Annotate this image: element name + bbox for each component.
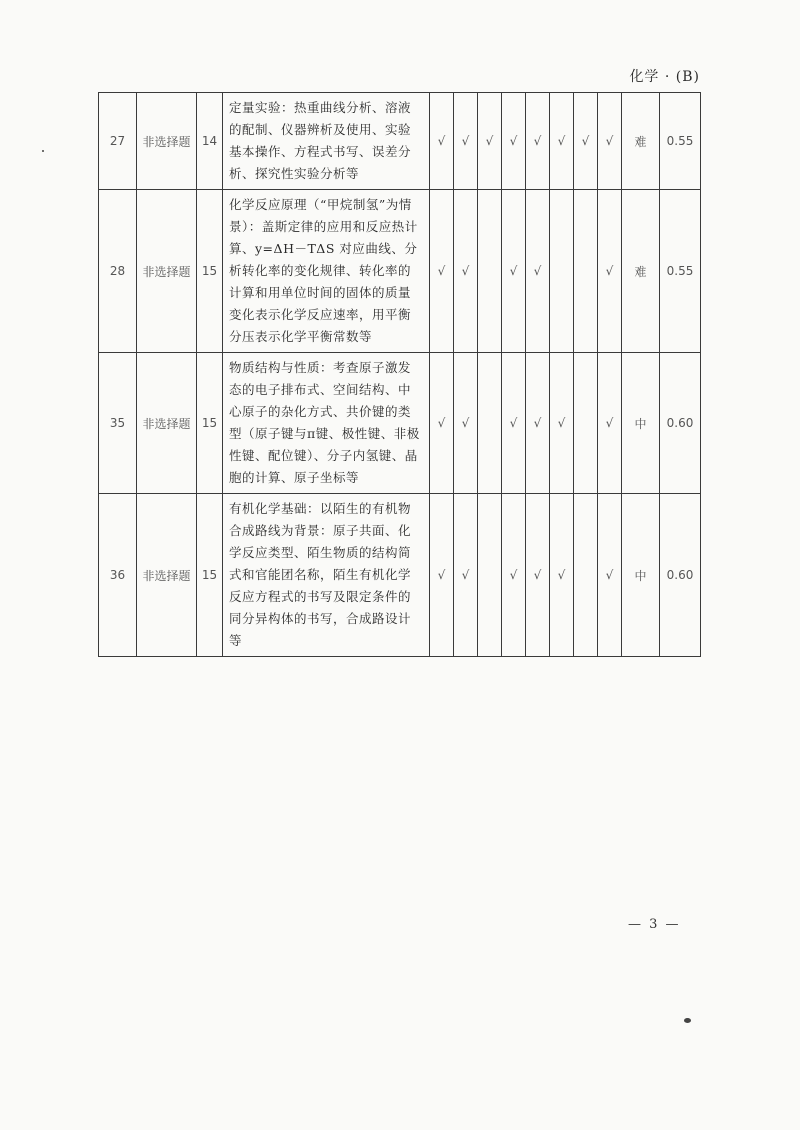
scan-speck	[42, 150, 44, 152]
question-number: 35	[99, 353, 137, 494]
check-mark-cell	[478, 494, 502, 657]
difficulty-level: 中	[622, 353, 660, 494]
discrimination-value: 0.60	[660, 494, 701, 657]
difficulty-level: 难	[622, 190, 660, 353]
check-mark-cell: √	[502, 494, 526, 657]
table-row	[99, 353, 701, 494]
check-mark-cell: √	[502, 353, 526, 494]
question-number: 36	[99, 494, 137, 657]
check-mark-cell: √	[454, 93, 478, 190]
check-mark-cell: √	[526, 190, 550, 353]
check-mark-cell: √	[454, 190, 478, 353]
difficulty-level: 难	[622, 93, 660, 190]
question-score: 15	[197, 190, 223, 353]
question-type: 非选择题	[137, 190, 197, 353]
table-row	[99, 93, 701, 190]
discrimination-value: 0.60	[660, 353, 701, 494]
check-mark-cell: √	[502, 190, 526, 353]
check-mark-cell	[550, 190, 574, 353]
discrimination-value: 0.55	[660, 93, 701, 190]
table-row	[99, 494, 701, 657]
page-number: — 3 —	[628, 917, 681, 932]
check-mark-cell: √	[430, 494, 454, 657]
check-mark-cell: √	[550, 353, 574, 494]
question-number: 27	[99, 93, 137, 190]
question-type: 非选择题	[137, 93, 197, 190]
difficulty-level: 中	[622, 494, 660, 657]
check-mark-cell	[478, 190, 502, 353]
question-score: 14	[197, 93, 223, 190]
question-description: 定量实验：热重曲线分析、溶液的配制、仪器辨析及使用、实验基本操作、方程式书写、误差分析、探究性实验分析等	[223, 93, 430, 190]
check-mark-cell: √	[598, 93, 622, 190]
check-mark-cell: √	[526, 93, 550, 190]
check-mark-cell: √	[598, 494, 622, 657]
check-mark-cell: √	[574, 93, 598, 190]
check-mark-cell: √	[550, 93, 574, 190]
question-score: 15	[197, 353, 223, 494]
check-mark-cell	[478, 353, 502, 494]
question-description: 化学反应原理（“甲烷制氢”为情景）：盖斯定律的应用和反应热计算、y=ΔH－TΔS 对应曲线、分析转化率的变化规律、转化率的计算和用单位时间的固体的质量变化表示化学反应速率，用平衡分压表示化学平衡常数等	[223, 190, 430, 353]
question-score: 15	[197, 494, 223, 657]
check-mark-cell: √	[454, 494, 478, 657]
check-mark-cell: √	[598, 190, 622, 353]
discrimination-value: 0.55	[660, 190, 701, 353]
question-number: 28	[99, 190, 137, 353]
check-mark-cell: √	[526, 494, 550, 657]
check-mark-cell	[574, 190, 598, 353]
table-row	[99, 190, 701, 353]
check-mark-cell: √	[526, 353, 550, 494]
check-mark-cell: √	[430, 353, 454, 494]
check-mark-cell: √	[478, 93, 502, 190]
check-mark-cell: √	[550, 494, 574, 657]
question-description: 有机化学基础：以陌生的有机物合成路线为背景：原子共面、化学反应类型、陌生物质的结构简式和官能团名称，陌生有机化学反应方程式的书写及限定条件的同分异构体的书写，合成路设计等	[223, 494, 430, 657]
question-type: 非选择题	[137, 353, 197, 494]
question-type: 非选择题	[137, 494, 197, 657]
check-mark-cell: √	[430, 93, 454, 190]
check-mark-cell: √	[430, 190, 454, 353]
check-mark-cell	[574, 494, 598, 657]
check-mark-cell	[574, 353, 598, 494]
check-mark-cell: √	[598, 353, 622, 494]
exam-spec-table	[98, 92, 701, 657]
scan-speck	[684, 1018, 691, 1023]
question-description: 物质结构与性质：考查原子激发态的电子排布式、空间结构、中心原子的杂化方式、共价键的类型（原子键与π键、极性键、非极性键、配位键）、分子内氢键、晶胞的计算、原子坐标等	[223, 353, 430, 494]
check-mark-cell: √	[454, 353, 478, 494]
subject-header: 化学 · (B)	[629, 69, 700, 85]
check-mark-cell: √	[502, 93, 526, 190]
